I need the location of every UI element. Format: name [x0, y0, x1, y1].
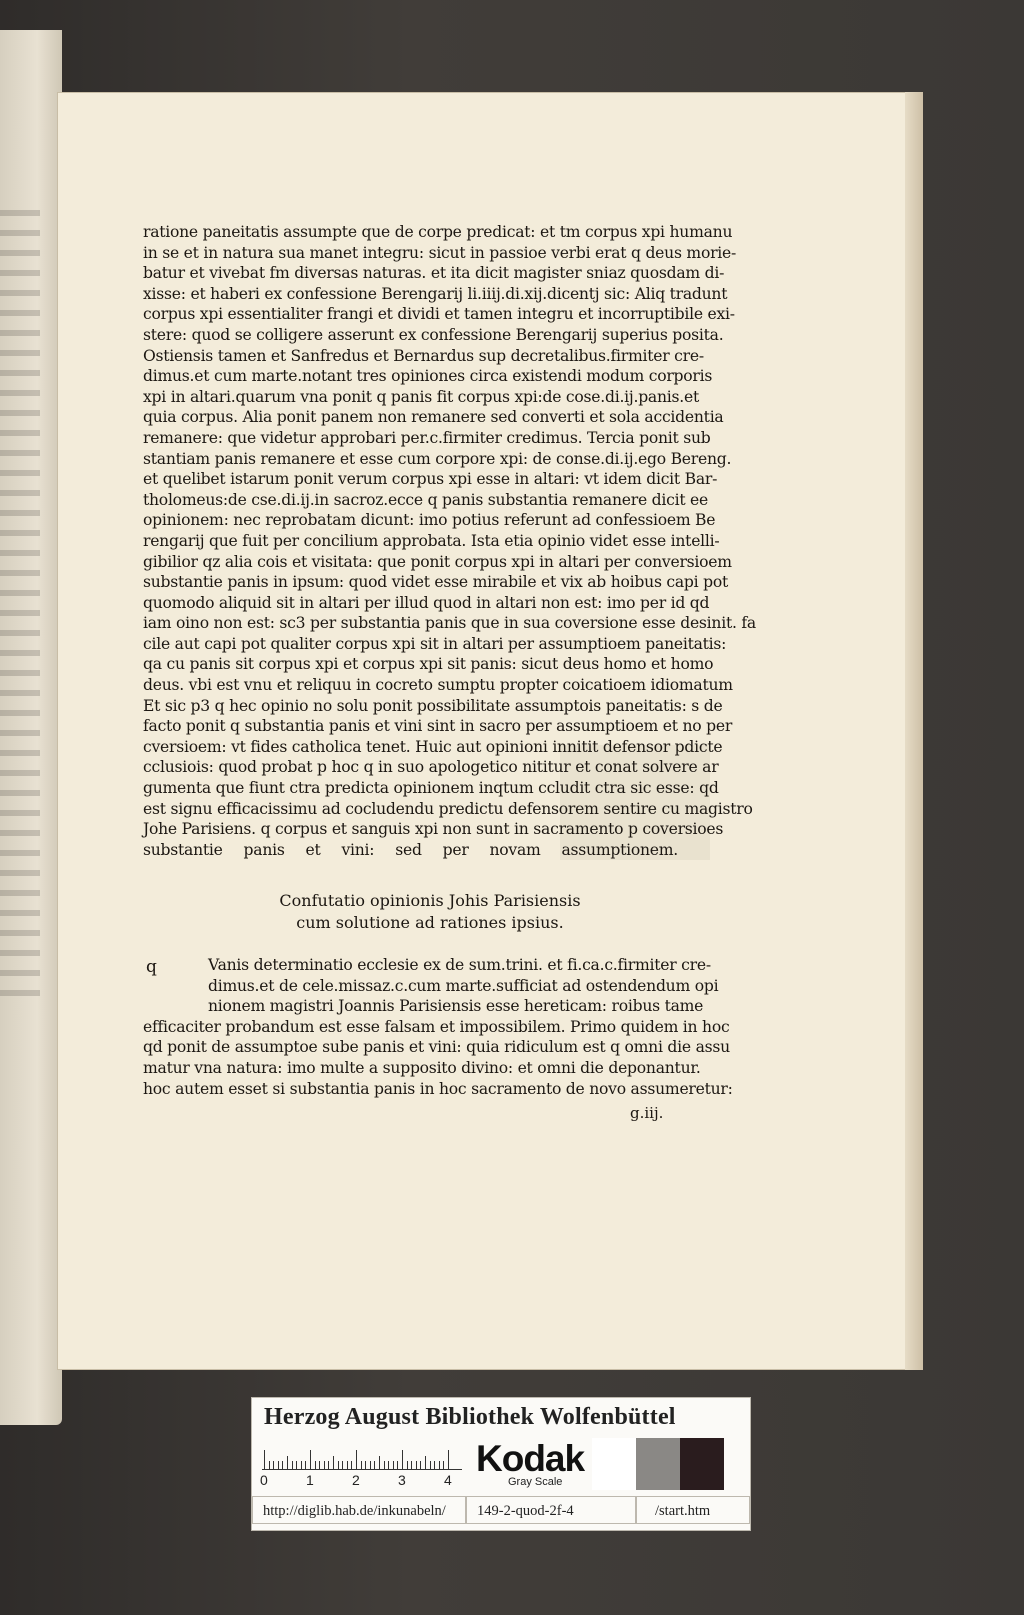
ruler-tick: [292, 1461, 293, 1470]
text-line: cclusiois: quod probat p hoc q in suo apologetico nititur et conat solvere ar: [143, 758, 719, 777]
ruler-tick: [328, 1461, 329, 1470]
ruler-tick: [324, 1461, 325, 1470]
signature-mark: g.iij.: [630, 1104, 664, 1122]
page-edge-shadow: [905, 92, 923, 1370]
ruler-number: 0: [260, 1472, 268, 1488]
ruler-tick: [370, 1461, 371, 1470]
facing-page-edge: [0, 30, 62, 1425]
text-line: gibilior qz alia cois et visitata: que ponit corpus xpi in altari per conversioem: [143, 552, 732, 571]
text-line: quia corpus. Alia ponit panem non remanere sed converti et sola accidentia: [143, 408, 724, 427]
text-line: batur et vivebat fm diversas naturas. et ita dicit magister sniaz quosdam di-: [143, 264, 725, 283]
ruler-tick: [448, 1450, 449, 1470]
ruler-tick: [315, 1461, 316, 1470]
ruler-tick: [273, 1461, 274, 1470]
second-paragraph: [143, 955, 733, 1099]
ruler-tick: [347, 1461, 348, 1470]
ruler-tick: [282, 1461, 283, 1470]
main-text-paragraph: [143, 222, 756, 860]
ruler-tick: [338, 1461, 339, 1470]
ruler-tick: [439, 1461, 440, 1470]
text-line: deus. vbi est vnu et reliquu in cocreto sumptu propter coicatioem idiomatum: [143, 676, 733, 695]
ruler-tick: [420, 1461, 421, 1470]
text-line: Et sic p3 q hec opinio no solu ponit possibilitate assumptois paneitatis: s de: [143, 696, 723, 715]
text-line: rengarij que fuit per concilium approbata. Ista etia opinio videt esse intelli-: [143, 531, 720, 550]
ruler-tick: [430, 1461, 431, 1470]
ruler-tick: [425, 1456, 426, 1470]
ruler-tick: [393, 1461, 394, 1470]
ruler-tick: [374, 1461, 375, 1470]
text-line: corpus xpi essentialiter frangi et dividi et tamen integru et incorruptibile exi-: [143, 305, 735, 324]
text-line: nionem magistri Joannis Parisiensis esse hereticam: roibus tame: [208, 997, 704, 1016]
kodak-color-target: [252, 1398, 750, 1530]
text-line: stere: quod se colligere asserunt ex confessione Berengarij superius posita.: [143, 325, 724, 344]
page-file-label: /start.htm: [636, 1496, 750, 1524]
ruler-tick: [416, 1461, 417, 1470]
ruler-numbers: [260, 1472, 470, 1488]
text-line: Ostiensis tamen et Sanfredus et Bernardus sup decretalibus.firmiter cre-: [143, 346, 704, 365]
text-line: est signu efficacissimu ad cocludendu predictu defensorem sentire cu magistro: [143, 799, 753, 818]
ruler-tick: [319, 1461, 320, 1470]
ruler-tick: [407, 1461, 408, 1470]
facing-page-text-fragment: [0, 210, 40, 1010]
text-line: stantiam panis remanere et esse cum corpore xpi: de conse.di.ij.ego Bereng.: [143, 449, 732, 468]
text-line: opinionem: nec reprobatam dicunt: imo potius referunt ad confessioem Be: [143, 511, 716, 530]
section-heading: [265, 890, 595, 934]
ruler-tick: [443, 1461, 444, 1470]
shelfmark-label: 149-2-quod-2f-4: [466, 1496, 636, 1524]
text-line: dimus.et cum marte.notant tres opiniones circa existendi modum corporis: [143, 367, 713, 386]
ruler-number: 4: [444, 1472, 452, 1488]
ruler-tick: [342, 1461, 343, 1470]
ruler-tick: [264, 1450, 265, 1470]
heading-line: cum solutione ad rationes ipsius.: [296, 913, 564, 932]
ruler-tick: [305, 1461, 306, 1470]
ruler-number: 1: [306, 1472, 314, 1488]
text-line: et quelibet istarum ponit verum corpus xpi esse in altari: vt idem dicit Bar-: [143, 470, 718, 489]
text-line: qd ponit de assumptoe sube panis et vini: quia ridiculum est q omni die assu: [143, 1038, 730, 1057]
text-line: qa cu panis sit corpus xpi et corpus xpi sit panis: sicut deus homo et homo: [143, 655, 714, 674]
ruler-tick: [384, 1461, 385, 1470]
ruler-tick: [365, 1461, 366, 1470]
text-line: substantie panis in ipsum: quod videt esse mirabile et vix ab hoibus capi pot: [143, 573, 728, 592]
ruler-tick: [411, 1461, 412, 1470]
text-line: remanere: que videtur approbari per.c.firmiter credimus. Tercia ponit sub: [143, 428, 711, 447]
text-line: dimus.et de cele.missaz.c.cum marte.sufficiat ad ostendendum opi: [208, 976, 719, 995]
text-line: facto ponit q substantia panis et vini sint in sacro per assumptioem et no per: [143, 717, 733, 736]
text-line: gumenta que fiunt ctra predicta opinionem inqtum ccludit ctra sic esse: qd: [143, 779, 719, 798]
text-line: cversioem: vt fides catholica tenet. Huic aut opinioni innitit defensor pdicte: [143, 737, 723, 756]
ruler-tick: [351, 1461, 352, 1470]
ruler-tick: [434, 1461, 435, 1470]
ruler-tick: [296, 1461, 297, 1470]
ruler-tick: [310, 1450, 311, 1470]
ruler-number: 2: [352, 1472, 360, 1488]
ruler-tick: [301, 1461, 302, 1470]
text-line: ratione paneitatis assumpte que de corpe predicat: et tm corpus xpi humanu: [143, 223, 733, 241]
heading-line: Confutatio opinionis Johis Parisiensis: [279, 891, 581, 910]
ruler-tick: [278, 1461, 279, 1470]
ruler-tick: [356, 1450, 357, 1470]
text-line: hoc autem esset si substantia panis in hoc sacramento de novo assumeretur:: [143, 1079, 733, 1098]
text-line: Vanis determinatio ecclesie ex de sum.trini. et fi.ca.c.firmiter cre-: [208, 956, 711, 974]
text-line: xpi in altari.quarum vna ponit q panis fit corpus xpi:de cose.di.ij.panis.et: [143, 387, 699, 406]
text-line: matur vna natura: imo multe a supposito divino: et omni die deponantur.: [143, 1058, 701, 1077]
kodak-logo: Kodak: [476, 1438, 585, 1479]
text-line: Johe Parisiens. q corpus et sanguis xpi non sunt in sacramento p coversioes: [143, 820, 724, 839]
ruler-tick: [287, 1456, 288, 1470]
text-line: quomodo aliquid sit in altari per illud quod in altari non est: imo per id qd: [143, 593, 710, 612]
ruler-tick: [333, 1456, 334, 1470]
black-swatch: [680, 1438, 724, 1490]
text-line: xisse: et haberi ex confessione Berengarij li.iiij.di.xij.dicentj sic: Aliq tradunt: [143, 284, 728, 303]
ruler-number: 3: [398, 1472, 406, 1488]
gray-scale-label: Gray Scale: [508, 1476, 563, 1488]
text-line: cile aut capi pot qualiter corpus xpi sit in altari per assumptioem paneitatis:: [143, 634, 727, 653]
url-label: http://diglib.hab.de/inkunabeln/: [252, 1496, 466, 1524]
text-line: iam oino non est: sc3 per substantia panis que in sua coversione esse desinit. fa: [143, 614, 756, 633]
text-line: in se et in natura sua manet integru: sicut in passioe verbi erat q deus morie-: [143, 243, 737, 262]
ruler-tick: [361, 1461, 362, 1470]
text-line: tholomeus:de cse.di.ij.in sacroz.ecce q panis substantia remanere dicit ee: [143, 490, 708, 509]
gray-swatch: [636, 1438, 680, 1490]
library-title: Herzog August Bibliothek Wolfenbüttel: [264, 1404, 676, 1430]
guide-letter: q: [146, 957, 157, 977]
text-line: efficaciter probandum est esse falsam et impossibilem. Primo quidem in hoc: [143, 1017, 730, 1036]
text-line: substantie panis et vini: sed per novam assumptionem.: [143, 840, 678, 859]
white-swatch: [592, 1438, 636, 1490]
ruler-tick: [388, 1461, 389, 1470]
ruler-tick: [397, 1461, 398, 1470]
measurement-ruler: [262, 1444, 462, 1470]
ruler-tick: [402, 1450, 403, 1470]
ruler-tick: [269, 1461, 270, 1470]
ruler-tick: [379, 1456, 380, 1470]
